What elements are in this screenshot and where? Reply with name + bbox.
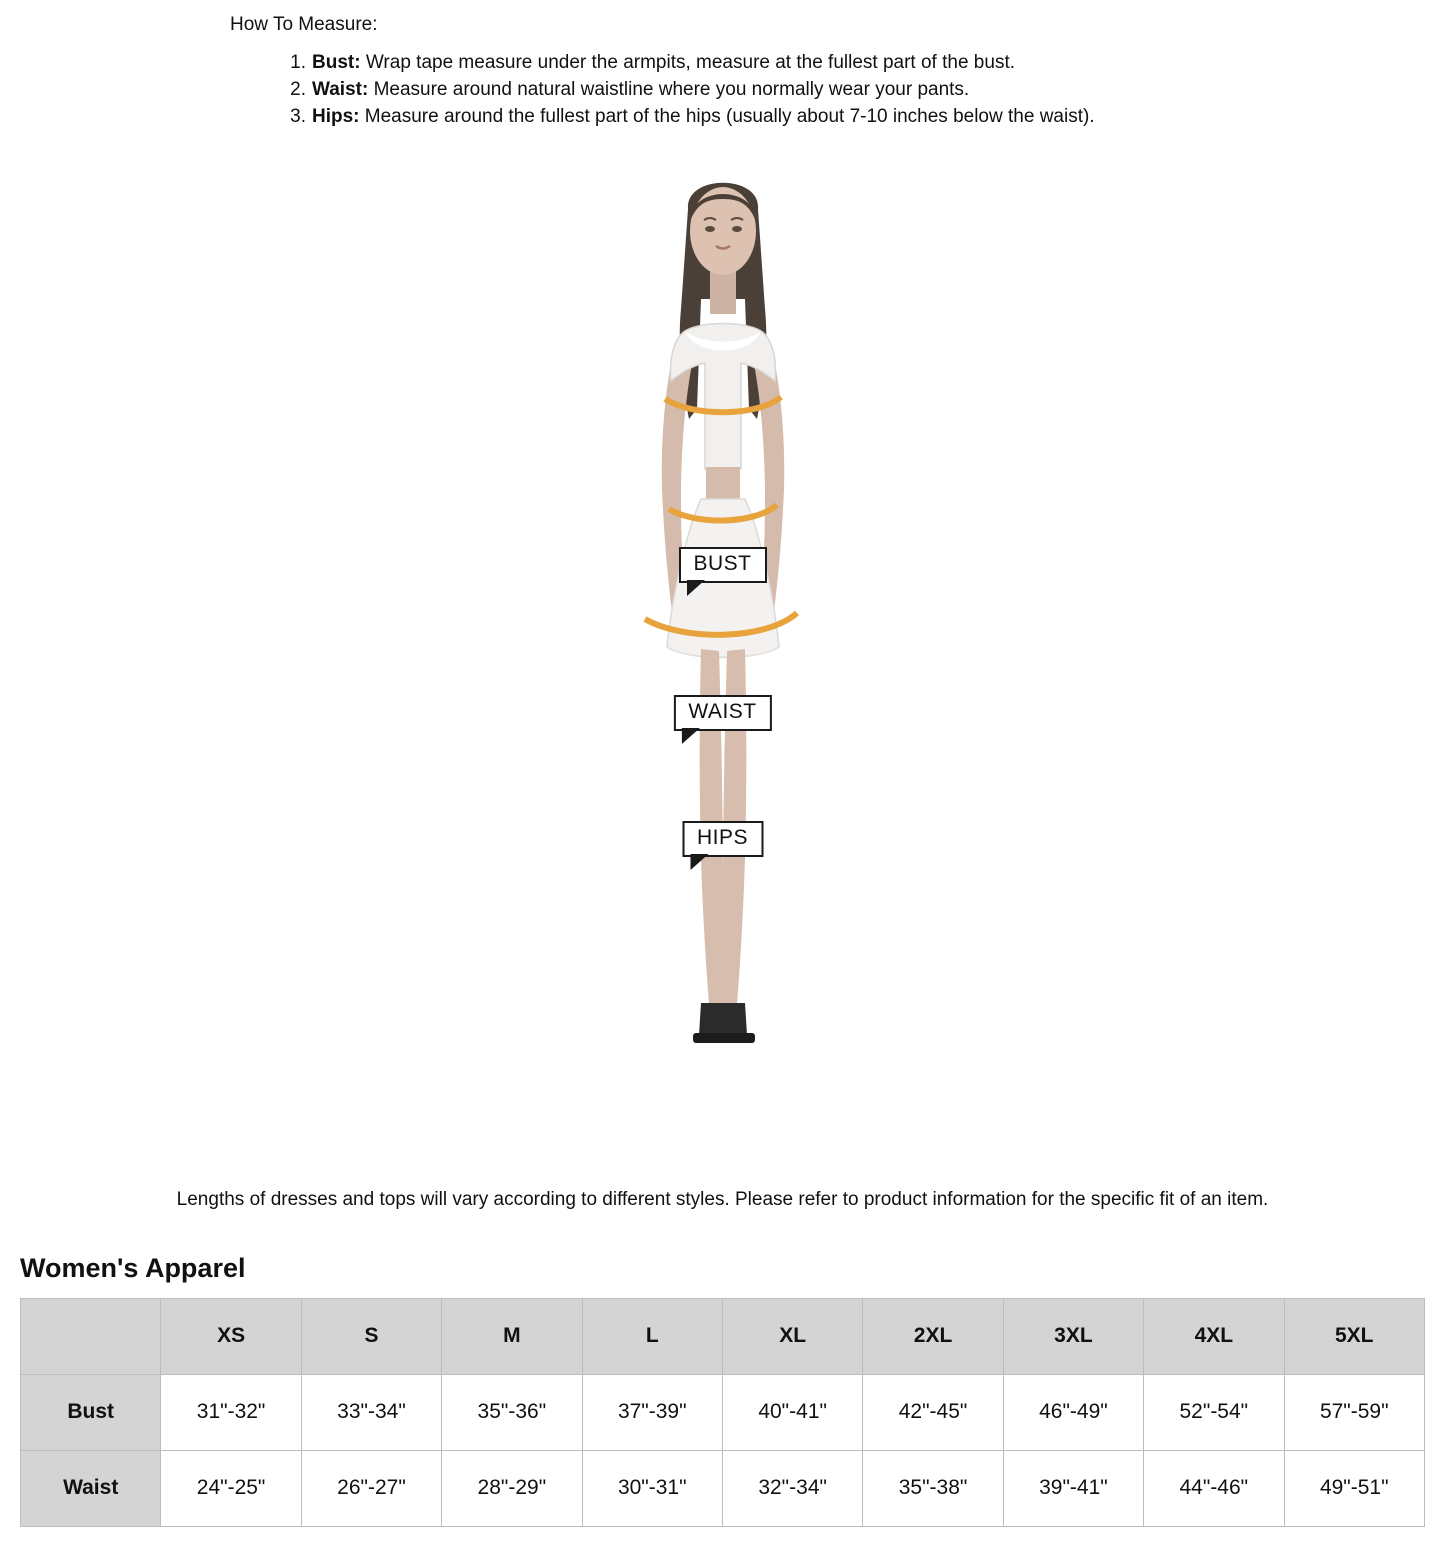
fit-note: Lengths of dresses and tops will vary according to different styles. Please refer to product information for the specific fit of an item. bbox=[176, 1188, 1269, 1210]
table-cell: 49"-51" bbox=[1284, 1450, 1424, 1526]
table-cell: 46"-49" bbox=[1003, 1374, 1143, 1450]
table-cell: 32"-34" bbox=[722, 1450, 862, 1526]
how-to-measure-section bbox=[0, 0, 1445, 131]
how-to-measure-title: How To Measure: bbox=[230, 14, 378, 35]
table-cell: 44"-46" bbox=[1144, 1450, 1284, 1526]
model-illustration-icon bbox=[573, 149, 873, 1199]
column-header: 3XL bbox=[1003, 1298, 1143, 1374]
table-row bbox=[21, 1450, 1425, 1526]
table-row bbox=[21, 1374, 1425, 1450]
column-header: S bbox=[301, 1298, 441, 1374]
column-header: XS bbox=[161, 1298, 301, 1374]
row-header: Bust bbox=[21, 1374, 161, 1450]
column-header: XL bbox=[722, 1298, 862, 1374]
list-item-label: Waist: bbox=[312, 78, 369, 100]
list-item-number: 1. bbox=[290, 52, 306, 73]
table-header-row bbox=[21, 1298, 1425, 1374]
list-item-text: Measure around the fullest part of the hips (usually about 7-10 inches below the waist). bbox=[364, 105, 1095, 127]
list-item bbox=[280, 77, 1445, 104]
table-cell: 57"-59" bbox=[1284, 1374, 1424, 1450]
how-to-measure-list bbox=[0, 50, 1445, 131]
table-cell: 42"-45" bbox=[863, 1374, 1003, 1450]
list-item bbox=[280, 50, 1445, 77]
measurement-figure bbox=[0, 149, 1445, 1199]
list-item-label: Bust: bbox=[312, 52, 361, 73]
table-cell: 28"-29" bbox=[442, 1450, 582, 1526]
list-item-label: Hips: bbox=[312, 105, 360, 127]
bust-callout-label: BUST bbox=[678, 547, 766, 583]
column-header: 2XL bbox=[863, 1298, 1003, 1374]
column-header: 5XL bbox=[1284, 1298, 1424, 1374]
table-cell: 26"-27" bbox=[301, 1450, 441, 1526]
table-cell: 40"-41" bbox=[722, 1374, 862, 1450]
row-header: Waist bbox=[21, 1450, 161, 1526]
table-cell: 31"-32" bbox=[161, 1374, 301, 1450]
table-cell: 35"-36" bbox=[442, 1374, 582, 1450]
list-item bbox=[280, 104, 1445, 131]
section-title-womens-apparel: Women's Apparel bbox=[20, 1252, 246, 1283]
list-item-number: 3. bbox=[290, 105, 306, 127]
hips-callout-label: HIPS bbox=[682, 821, 763, 857]
list-item-number: 2. bbox=[290, 78, 306, 100]
table-cell: 24"-25" bbox=[161, 1450, 301, 1526]
list-item-text: Wrap tape measure under the armpits, measure at the fullest part of the bust. bbox=[365, 52, 1015, 73]
list-item-text: Measure around natural waistline where you normally wear your pants. bbox=[373, 78, 970, 100]
column-header: 4XL bbox=[1144, 1298, 1284, 1374]
column-header: L bbox=[582, 1298, 722, 1374]
table-corner-cell bbox=[21, 1298, 161, 1374]
table-cell: 52"-54" bbox=[1144, 1374, 1284, 1450]
table-cell: 30"-31" bbox=[582, 1450, 722, 1526]
table-cell: 37"-39" bbox=[582, 1374, 722, 1450]
table-cell: 39"-41" bbox=[1003, 1450, 1143, 1526]
waist-callout-label: WAIST bbox=[673, 695, 771, 731]
size-chart-table bbox=[20, 1298, 1425, 1527]
table-cell: 33"-34" bbox=[301, 1374, 441, 1450]
column-header: M bbox=[442, 1298, 582, 1374]
table-cell: 35"-38" bbox=[863, 1450, 1003, 1526]
